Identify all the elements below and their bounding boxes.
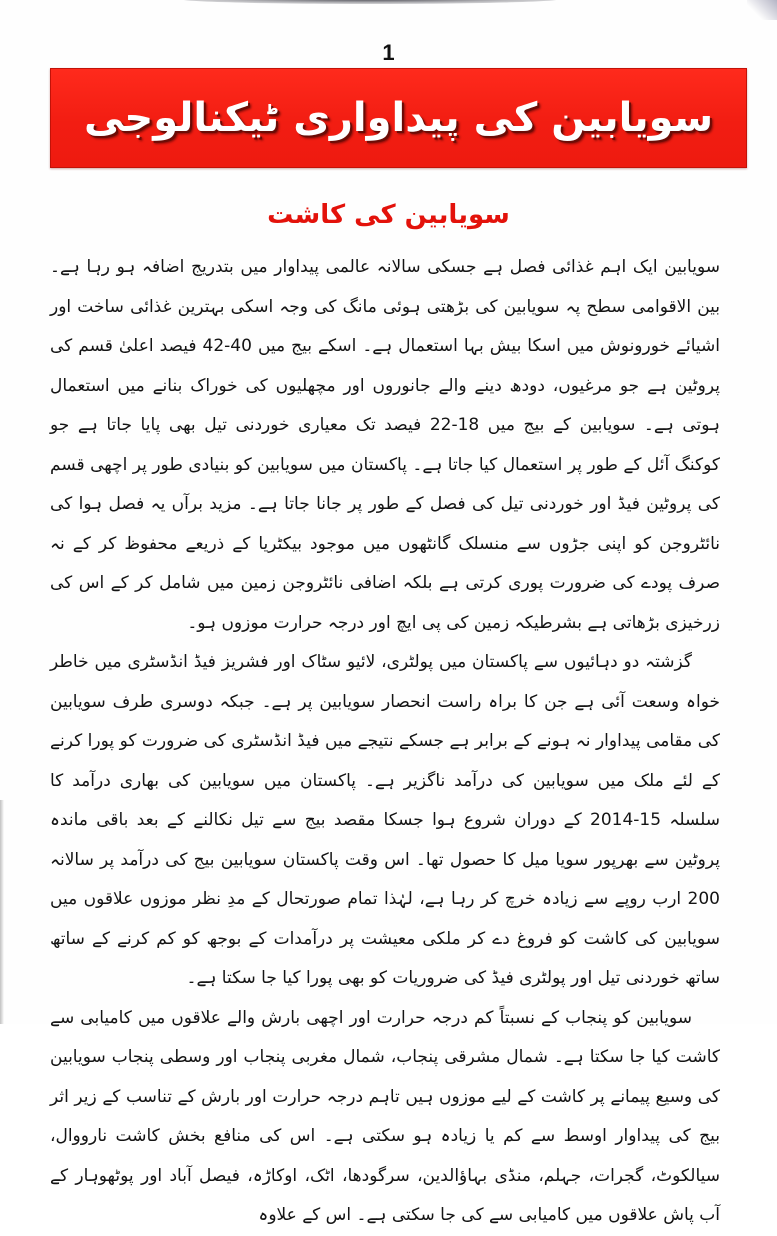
section-heading: سویابین کی کاشت <box>267 200 510 230</box>
page-edge-shadow <box>0 800 4 1024</box>
binding-shadow <box>180 0 560 4</box>
paragraph-2: گزشتہ دو دہائیوں سے پاکستان میں پولٹری، لائیو سٹاک اور فشریز فیڈ انڈسٹری میں خاطر خواہ وسعت آئی ہے جن کا براہ راست انحصار سویابین پر ہے۔ جبکہ دوسری طرف سویابین کی مقامی پیداوار نہ ہونے کے برابر ہے جسکے نتیجے میں فیڈ انڈسٹری کی ضرورت کو پورا کرنے کے لئے ملک میں سویابین کی درآمد ناگزیر ہے۔ پاکستان میں سویابین کی بھاری درآمد کا سلسلہ 15-2014 کے دوران شروع ہوا جسکا مقصد بیج سے تیل نکالنے کے بعد باقی ماندہ پروٹین سے بھرپور سویا میل کا حصول تھا۔ اس وقت پاکستان سویابین بیج کی درآمد پر سالانہ 200 ارب روپے سے زیادہ خرچ کر رہا ہے، لہٰذا تمام صورتحال کے مدِ نظر موزوں علاقوں میں سویابین کی کاشت کو فروغ دے کر ملکی معیشت پر درآمدات کے بوجھ کو کم کرنے کے ساتھ ساتھ خوردنی تیل اور پولٹری فیڈ کی ضروریات کو بھی پورا کیا جا سکتا ہے۔ <box>50 652 720 988</box>
page-number: 1 <box>382 40 395 65</box>
page-title: سویابین کی پیداواری ٹیکنالوجی <box>83 95 714 141</box>
title-banner <box>50 68 747 168</box>
corner-shadow <box>747 0 777 20</box>
article-body <box>50 248 720 1236</box>
paragraph-3: سویابین کو پنجاب کے نسبتاً کم درجہ حرارت اور اچھی بارش والے علاقوں میں کامیابی سے کاشت کیا جا سکتا ہے۔ شمال مشرقی پنجاب، شمال مغربی پنجاب اور وسطی پنجاب سویابین کی وسیع پیمانے پر کاشت کے لیے موزوں ہیں تاہم درجہ حرارت اور بارش کے تناسب کے زیر اثر بیج کی پیداوار اوسط سے کم یا زیادہ ہو سکتی ہے۔ اس کی منافع بخش کاشت نارووال، سیالکوٹ، گجرات، جہلم، منڈی بہاؤالدین، سرگودھا، اٹک، اوکاڑہ، فیصل آباد اور پوٹھوہار کے آب پاش علاقوں میں کامیابی سے کی جا سکتی ہے۔ اس کے علاوہ <box>50 1007 720 1225</box>
paragraph-1: سویابین ایک اہم غذائی فصل ہے جسکی سالانہ عالمی پیداوار میں بتدریج اضافہ ہو رہا ہے۔ بین الاقوامی سطح پہ سویابین کی بڑھتی ہوئی مانگ کی وجہ اسکی بہترین غذائی ساخت اور اشیائے خورونوش میں اسکا بیش بہا استعمال ہے۔ اسکے بیج میں 40-42 فیصد اعلیٰ قسم کی پروٹین ہے جو مرغیوں، دودھ دینے والے جانوروں اور مچھلیوں کی خوراک بنانے میں استعمال ہوتی ہے۔ سویابین کے بیج میں 18-22 فیصد تک معیاری خوردنی تیل بھی پایا جاتا ہے جو کوکنگ آئل کے طور پر استعمال کیا جاتا ہے۔ پاکستان میں سویابین کو بنیادی طور پر اچھی قسم کی پروٹین فیڈ اور خوردنی تیل کی فصل کے طور پر جانا جاتا ہے۔ مزید برآں یہ فصل ہوا کی نائٹروجن کو اپنی جڑوں سے منسلک گانٹھوں میں موجود بیکٹریا کے ذریعے محفوظ کر کے نہ صرف پودے کی ضرورت پوری کرتی ہے بلکہ اضافی نائٹروجن زمین میں شامل کر کے اس کی زرخیزی بڑھاتی ہے بشرطیکہ زمین کی پی ایچ اور درجہ حرارت موزوں ہو۔ <box>50 257 721 633</box>
